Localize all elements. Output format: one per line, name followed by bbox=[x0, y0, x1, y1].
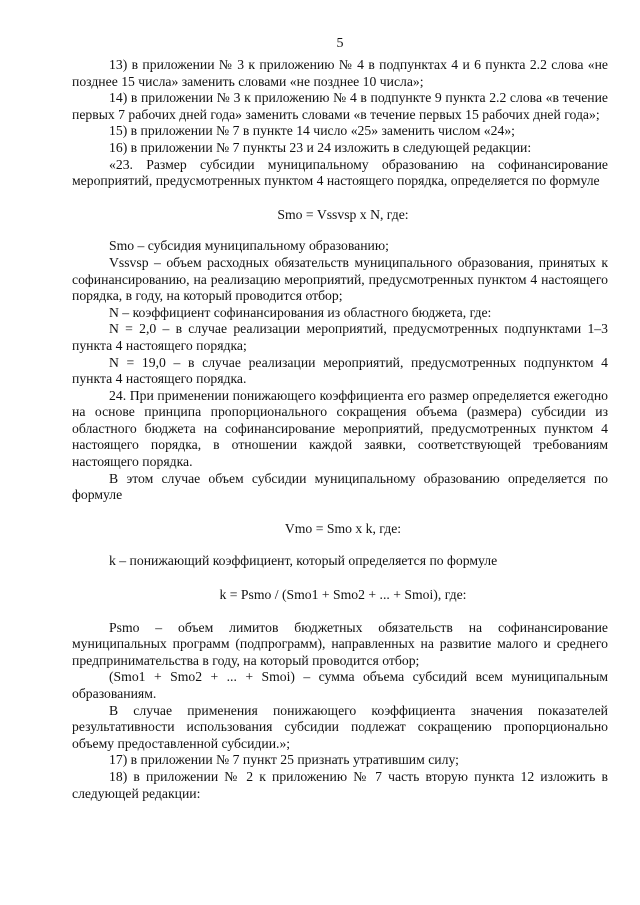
document-body bbox=[72, 57, 608, 802]
definition-vssvsp: Vssvsp – объем расходных обязательств муниципального образования, принятых к софинансированию, на реализацию мероприятий, предусмотренных пунктом 4 настоящего порядка, в году, на который проводится отбор; bbox=[72, 254, 608, 304]
definition-k: k – понижающий коэффициент, который определяется по формуле bbox=[109, 553, 498, 569]
paragraph-18: 18) в приложении № 2 к приложению № 7 часть вторую пункта 12 изложить в следующей редакции: bbox=[72, 768, 608, 801]
paragraph-15: 15) в приложении № 7 в пункте 14 число «25» заменить числом «24»; bbox=[109, 123, 515, 139]
paragraph-subsidy-volume: В этом случае объем субсидии муниципальному образованию определяется по формуле bbox=[72, 470, 608, 503]
formula-smo: Smo = Vssvsp x N, где: bbox=[277, 206, 409, 222]
formula-k: k = Psmo / (Smo1 + Smo2 + ... + Smoi), где: bbox=[219, 587, 467, 603]
page-number: 5 bbox=[336, 36, 344, 51]
n-value-19: N = 19,0 – в случае реализации мероприятий, предусмотренных подпунктом 4 пункта 4 настоящего порядка. bbox=[72, 354, 608, 387]
definition-smo: Smo – субсидия муниципальному образованию; bbox=[109, 238, 389, 254]
definition-psmo: Psmo – объем лимитов бюджетных обязательств на софинансирование муниципальных программ (подпрограмм), направленных на развитие малого и среднего предпринимательства в году, на который проводится отбор; bbox=[72, 619, 608, 668]
formula-vmo: Vmo = Smo x k, где: bbox=[284, 520, 402, 536]
paragraph-16: 16) в приложении № 7 пункты 23 и 24 изложить в следующей редакции: bbox=[109, 139, 532, 155]
paragraph-24: 24. При применении понижающего коэффициента его размер определяется ежегодно на основе принципа пропорционального сокращения объема (размера) субсидии из областного бюджета на софинансирование мероприятий, предусмотренных пунктом 4 настоящего порядка, в отношении каждой заявки, соответствующей требованиям настоящего порядка. bbox=[72, 387, 608, 470]
definition-n: N – коэффициент софинансирования из областного бюджета, где: bbox=[109, 304, 492, 320]
paragraph-reduction: В случае применения понижающего коэффициента значения показателей результативности использования субсидии подлежат сокращению пропорционально объему предоставленной субсидии.»; bbox=[72, 702, 608, 751]
paragraph-13: 13) в приложении № 3 к приложению № 4 в подпунктах 4 и 6 пункта 2.2 слова «не позднее 15 числа» заменить словами «не позднее 10 числа»; bbox=[72, 57, 608, 89]
definition-smo-sum: (Smo1 + Smo2 + ... + Smoi) – сумма объема субсидий всем муниципальным образованиям. bbox=[72, 669, 608, 701]
paragraph-23: «23. Размер субсидии муниципальному образованию на софинансирование мероприятий, предусмотренных пунктом 4 настоящего порядка, определяется по формуле bbox=[72, 156, 608, 189]
paragraph-17: 17) в приложении № 7 пункт 25 признать утратившим силу; bbox=[109, 752, 459, 768]
paragraph-14: 14) в приложении № 3 к приложению № 4 в подпункте 9 пункта 2.2 слова «в течение первых 7 рабочих дней года» заменить словами «в течение первых 15 рабочих дней года»; bbox=[72, 90, 608, 122]
n-value-2: N = 2,0 – в случае реализации мероприятий, предусмотренных подпунктами 1–3 пункта 4 настоящего порядка; bbox=[72, 321, 608, 353]
